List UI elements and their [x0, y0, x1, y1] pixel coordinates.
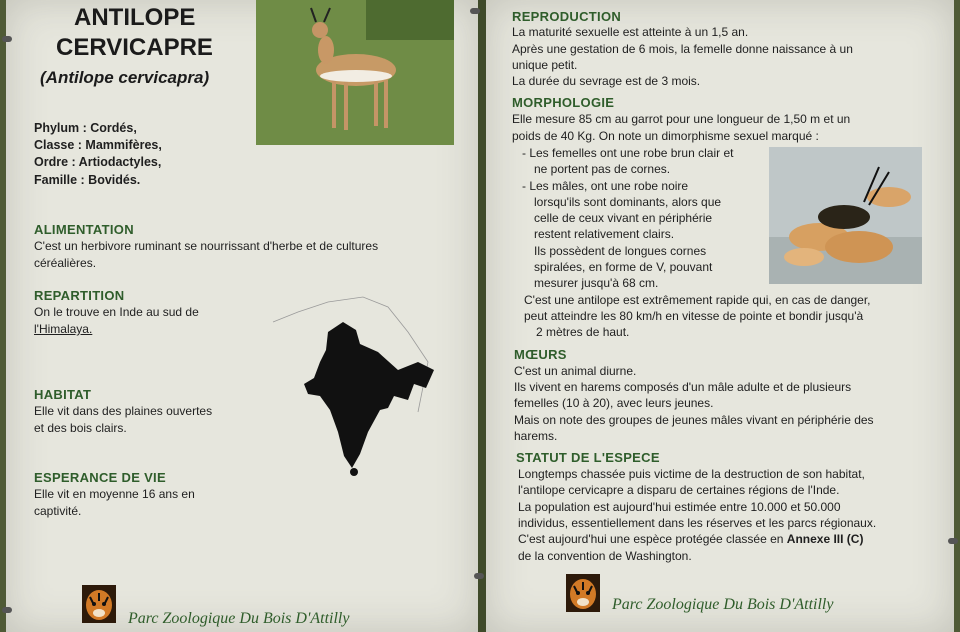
statut-line-5-text: C'est aujourd'hui une espèce protégée classée en: [518, 532, 784, 546]
statut-line-4: individus, essentiellement dans les réserves et les parcs régionaux.: [518, 516, 877, 530]
statut-line-1: Longtemps chassée puis victime de la destruction de son habitat,: [518, 467, 865, 481]
morphologie-bullet-8: spiralées, en forme de V, pouvant: [534, 260, 713, 274]
taxonomy-classe: Classe : Mammifères,: [34, 138, 162, 152]
esperance-line-2: captivité.: [34, 504, 82, 518]
morphologie-line-1: Elle mesure 85 cm au garrot pour une longueur de 1,50 m et un: [512, 112, 851, 126]
antelope-group-photo: [769, 147, 922, 284]
moeurs-line-4: Mais on note des groupes de jeunes mâles vivant en périphérie des: [514, 413, 874, 427]
morphologie-line-2: poids de 40 Kg. On note un dimorphisme sexuel marqué :: [512, 129, 819, 143]
morphologie-bullet-6: restent relativement clairs.: [534, 227, 675, 241]
tiger-logo: [566, 574, 600, 612]
screw-icon: [948, 538, 958, 544]
reproduction-line-4: La durée du sevrage est de 3 mois.: [512, 74, 701, 88]
moeurs-line-3: femelles (10 à 20), avec leurs jeunes.: [514, 396, 714, 410]
morphologie-after-3: 2 mètres de haut.: [536, 325, 630, 339]
alimentation-heading: ALIMENTATION: [34, 222, 134, 237]
screw-icon: [474, 573, 484, 579]
statut-line-3: La population est aujourd'hui estimée entre 10.000 et 50.000: [518, 500, 841, 514]
alimentation-line-2: céréalières.: [34, 256, 97, 270]
statut-line-6: de la convention de Washington.: [518, 549, 692, 563]
moeurs-line-2: Ils vivent en harems composés d'un mâle adulte et de plusieurs: [514, 380, 852, 394]
statut-heading: STATUT DE L'ESPECE: [516, 450, 660, 465]
reproduction-line-2: Après une gestation de 6 mois, la femelle donne naissance à un: [512, 42, 853, 56]
panel-seam: [478, 0, 486, 632]
annex-label: Annexe III (C): [786, 532, 864, 546]
repartition-line-1: On le trouve en Inde au sud de: [34, 305, 199, 319]
moeurs-line-1: C'est un animal diurne.: [514, 364, 637, 378]
taxonomy-famille: Famille : Bovidés.: [34, 173, 141, 187]
screw-icon: [2, 36, 12, 42]
screw-icon: [2, 607, 12, 613]
moeurs-heading: MŒURS: [514, 347, 567, 362]
reproduction-line-1: La maturité sexuelle est atteinte à un 1,5 an.: [512, 25, 749, 39]
morphologie-bullet-5: celle de ceux vivant en périphérie: [534, 211, 713, 225]
latin-name: (Antilope cervicapra): [40, 68, 210, 87]
antelope-photo: [256, 0, 454, 145]
habitat-line-2: et des bois clairs.: [34, 421, 127, 435]
taxonomy-phylum: Phylum : Cordés,: [34, 121, 137, 135]
morphologie-bullet-1: - Les femelles ont une robe brun clair et: [522, 146, 734, 160]
habitat-line-1: Elle vit dans des plaines ouvertes: [34, 404, 213, 418]
esperance-heading: ESPERANCE DE VIE: [34, 470, 166, 485]
screw-icon: [470, 8, 480, 14]
right-footer-text: Parc Zoologique Du Bois D'Attilly: [612, 596, 834, 613]
reproduction-line-3: unique petit.: [512, 58, 578, 72]
title-line-1: ANTILOPE: [74, 4, 196, 31]
esperance-line-1: Elle vit en moyenne 16 ans en: [34, 487, 195, 501]
taxonomy-ordre: Ordre : Artiodactyles,: [34, 155, 162, 169]
morphologie-bullet-2: ne portent pas de cornes.: [534, 162, 671, 176]
india-map: [268, 292, 444, 482]
statut-line-2: l'antilope cervicapre a disparu de certaines régions de l'Inde.: [518, 483, 840, 497]
reproduction-heading: REPRODUCTION: [512, 9, 622, 24]
morphologie-bullet-9: mesurer jusqu'à 68 cm.: [534, 276, 659, 290]
left-footer-text: Parc Zoologique Du Bois D'Attilly: [128, 610, 350, 627]
morphologie-after-2: peut atteindre les 80 km/h en vitesse de pointe et bondir jusqu'à: [524, 309, 864, 323]
repartition-line-2: l'Himalaya.: [34, 322, 93, 336]
moeurs-line-5: harems.: [514, 429, 558, 443]
tiger-logo: [82, 585, 116, 623]
morphologie-heading: MORPHOLOGIE: [512, 95, 615, 110]
morphologie-bullet-4: lorsqu'ils sont dominants, alors que: [534, 195, 722, 209]
statut-line-5: [518, 531, 863, 548]
morphologie-bullet-3: - Les mâles, ont une robe noire: [522, 179, 689, 193]
habitat-heading: HABITAT: [34, 387, 92, 402]
morphologie-after-1: C'est une antilope est extrêmement rapide qui, en cas de danger,: [524, 293, 871, 307]
title-line-2: CERVICAPRE: [56, 34, 213, 61]
alimentation-line-1: C'est un herbivore ruminant se nourrissant d'herbe et de cultures: [34, 239, 379, 253]
repartition-heading: REPARTITION: [34, 288, 125, 303]
morphologie-bullet-7: Ils possèdent de longues cornes: [534, 244, 707, 258]
